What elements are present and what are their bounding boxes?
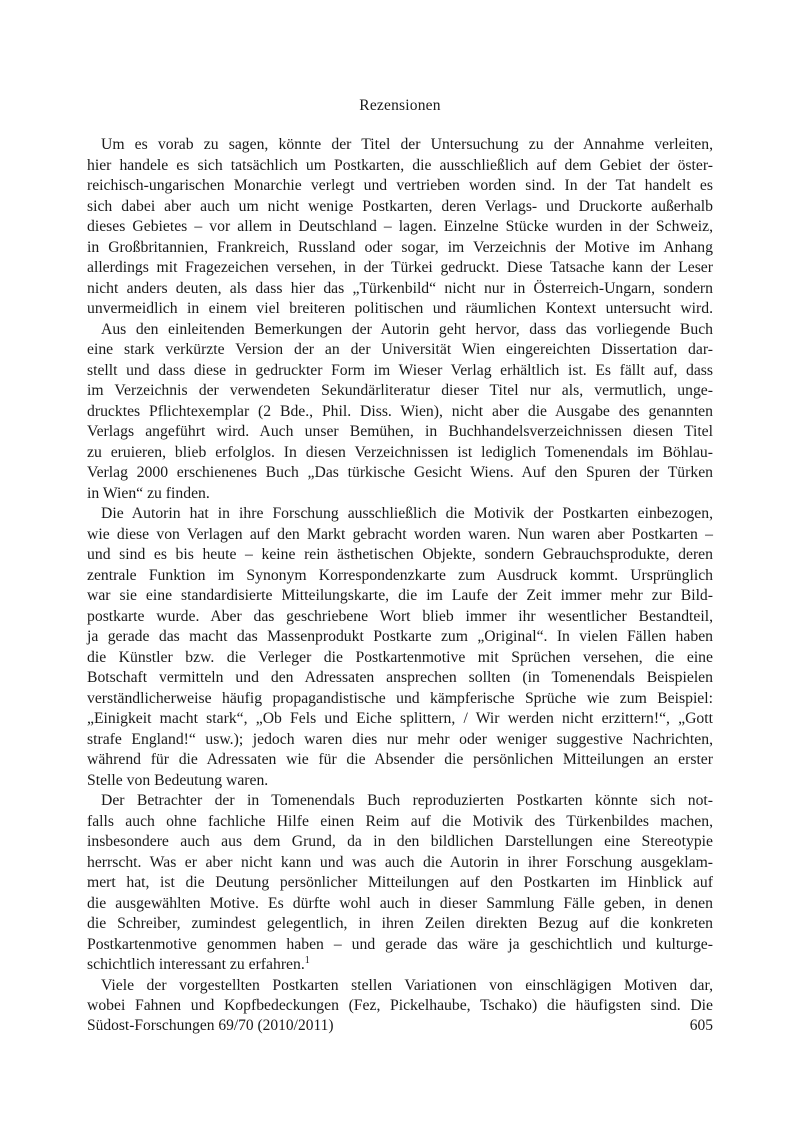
text-line: in Großbritannien, Frankreich, Russland oder sogar, im Verzeichnis der Motive im Anhang xyxy=(87,238,713,256)
text-line: Verlags angeführt wird. Auch unser Bemühen, in Buchhandelsverzeichnissen diesen Titel xyxy=(87,423,713,440)
page-number: 605 xyxy=(689,1017,713,1034)
text-line: die ausgewählten Motive. Es dürfte wohl auch in dieser Sammlung Fälle geben, in denen xyxy=(87,894,713,912)
footnote-reference[interactable]: 1 xyxy=(304,954,310,966)
text-line: Die Autorin hat in ihre Forschung ausschließlich die Motivik der Postkarten einbezogen, xyxy=(101,505,713,522)
paragraph xyxy=(87,791,713,976)
text-line: dieses Gebietes – vor allem in Deutschland – lagen. Einzelne Stücke wurden in der Schweiz, xyxy=(87,218,713,235)
text-line: reichisch-ungarischen Monarchie verlegt und vertrieben worden sind. In der Tat handelt es xyxy=(87,177,713,194)
text-line: Um es vorab zu sagen, könnte der Titel der Untersuchung zu der Annahme verleiten, xyxy=(101,136,713,153)
text-line: verständlicherweise häufig propagandistische und kämpferische Sprüche wie zum Beispiel: xyxy=(87,689,713,707)
text-line: die Künstler bzw. die Verleger die Postkartenmotive mit Sprüchen versehen, die eine xyxy=(87,648,713,666)
text-line: eine stark verkürzte Version der an der Universität Wien eingereichten Dissertation dar- xyxy=(87,341,713,358)
text-line: Botschaft vermitteln und den Adressaten ansprechen sollten (in Tomenendals Beispielen xyxy=(87,669,713,686)
running-header xyxy=(0,97,800,115)
paragraph xyxy=(87,135,713,320)
running-title: Rezensionen xyxy=(359,97,441,114)
text-line: sich dabei aber auch um nicht wenige Postkarten, deren Verlags- und Druckorte außerhalb xyxy=(87,197,713,215)
text-line: insbesondere auch aus dem Grund, da in den bildlichen Darstellungen eine Stereotypie xyxy=(87,833,713,850)
paragraph xyxy=(87,976,713,1017)
text-line: unvermeidlich in einem viel breiteren politischen und räumlichen Kontext untersucht wird. xyxy=(87,300,713,317)
text-line: falls auch ohne fachliche Hilfe einen Reim auf die Motivik des Türkenbildes machen, xyxy=(87,812,713,830)
page-footer xyxy=(87,1017,713,1035)
article-body xyxy=(87,135,713,1017)
text-line xyxy=(87,955,713,976)
text-line: nicht anders deuten, als dass hier das „Türkenbild“ nicht nur in Österreich-Ungarn, sondern xyxy=(87,279,713,297)
text-line: ja gerade das macht das Massenprodukt Postkarte zum „Original“. In vielen Fällen haben xyxy=(87,628,713,645)
text-line: die Schreiber, zumindest gelegentlich, in ihren Zeilen direkten Bezug auf die konkreten xyxy=(87,915,713,932)
paragraph xyxy=(87,504,713,791)
text-line: Aus den einleitenden Bemerkungen der Autorin geht hervor, dass das vorliegende Buch xyxy=(101,320,713,338)
text-line: und sind es bis heute – keine rein ästhetischen Objekte, sondern Gebrauchsprodukte, deren xyxy=(87,546,713,563)
text-line: wobei Fahnen und Kopfbedeckungen (Fez, Pickelhaube, Tschako) die häufigsten sind. Die xyxy=(87,997,713,1014)
text-line: Postkartenmotive genommen haben – und gerade das wäre ja geschichtlich und kulturge- xyxy=(87,935,713,953)
text-line: in Wien“ zu finden. xyxy=(87,484,210,502)
text-line: mert hat, ist die Deutung persönlicher Mitteilungen auf den Postkarten im Hinblick auf xyxy=(87,874,713,891)
text-line: allerdings mit Fragezeichen versehen, in der Türkei gedruckt. Diese Tatsache kann der Leser xyxy=(87,259,713,276)
text-line: zentrale Funktion im Synonym Korrespondenzkarte zum Ausdruck kommt. Ursprünglich xyxy=(87,566,713,584)
text-line: „Einigkeit macht stark“, „Ob Fels und Eiche splittern, / Wir werden nicht erzittern!“, „Gott xyxy=(87,710,713,727)
text-line: zu eruieren, blieb erfolglos. In diesen Verzeichnissen ist lediglich Tomenendals im Böhlau- xyxy=(87,443,713,461)
text-line: drucktes Pflichtexemplar (2 Bde., Phil. Diss. Wien), nicht aber die Ausgabe des genannten xyxy=(87,402,713,420)
journal-citation: Südost-Forschungen 69/70 (2010/2011) xyxy=(87,1017,334,1034)
text-line: während für die Adressaten wie für die Absender die persönlichen Mitteilungen an erster xyxy=(87,751,713,768)
text-line: war sie eine standardisierte Mitteilungskarte, die im Laufe der Zeit immer mehr zur Bild- xyxy=(87,587,713,604)
text-line: wie diese von Verlagen auf den Markt gebracht worden waren. Nun waren aber Postkarten – xyxy=(87,525,713,543)
text-line: Verlag 2000 erschienenes Buch „Das türkische Gesicht Wiens. Auf den Spuren der Türken xyxy=(87,464,713,481)
text-line: Der Betrachter der in Tomenendals Buch reproduzierten Postkarten könnte sich not- xyxy=(101,792,713,809)
paragraph xyxy=(87,320,713,505)
text-line: herrscht. Was er aber nicht kann und was auch die Autorin in ihrer Forschung ausgeklam- xyxy=(87,853,713,871)
text-line: strafe England!“ usw.); jedoch waren dies nur mehr oder weniger suggestive Nachrichten, xyxy=(87,730,713,748)
text-line: Stelle von Bedeutung waren. xyxy=(87,771,269,789)
text-line: postkarte wurde. Aber das geschriebene Wort blieb immer ihr wesentlicher Bestandteil, xyxy=(87,607,713,625)
text-line: im Verzeichnis der verwendeten Sekundärliteratur dieser Titel nur als, vermutlich, unge- xyxy=(87,382,713,399)
text-line: stellt und dass diese in gedruckter Form im Wieser Verlag erhältlich ist. Es fällt auf, dass xyxy=(87,361,713,379)
text-line: hier handele es sich tatsächlich um Postkarten, die ausschließlich auf dem Gebiet der öster- xyxy=(87,156,713,174)
text-line: Viele der vorgestellten Postkarten stellen Variationen von einschlägigen Motiven dar, xyxy=(101,976,713,994)
text-line-content: schichtlich interessant zu erfahren. xyxy=(87,956,305,973)
